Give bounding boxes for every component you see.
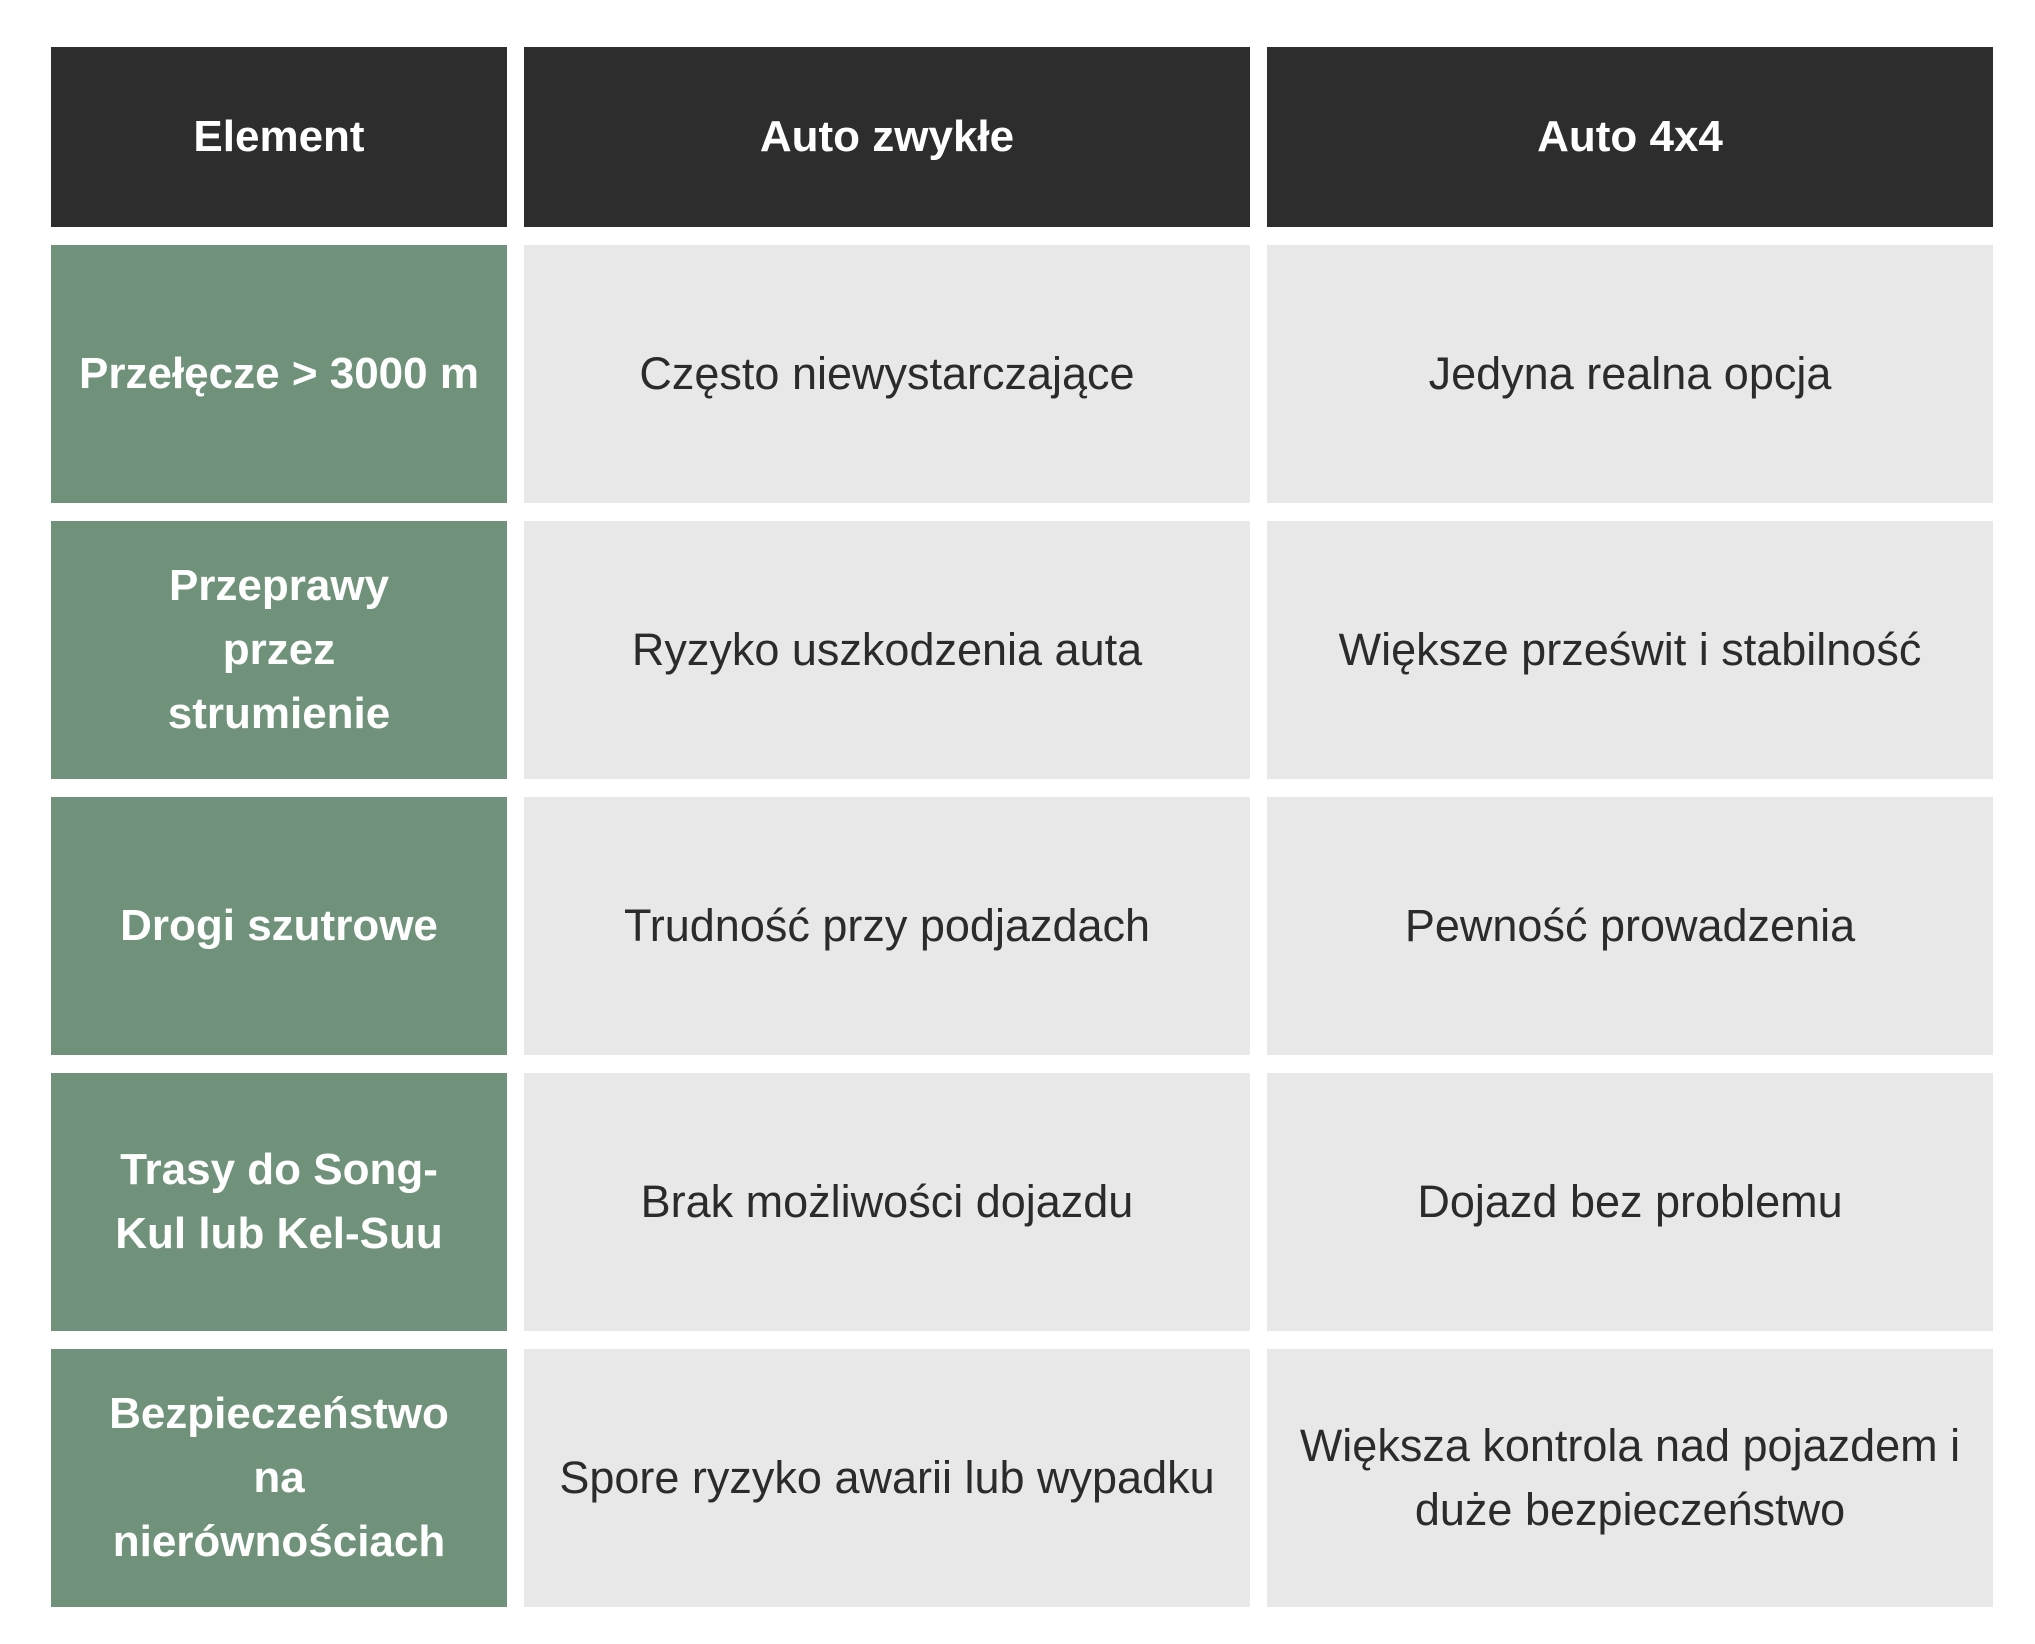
cell-auto-zwykle: Ryzyko uszkodzenia auta: [524, 521, 1250, 779]
row-label: Przeprawy przez strumienie: [51, 521, 507, 779]
cell-auto-zwykle: Brak możliwości dojazdu: [524, 1073, 1250, 1331]
cell-auto-4x4: Dojazd bez problemu: [1267, 1073, 1993, 1331]
cell-auto-zwykle: Trudność przy podjazdach: [524, 797, 1250, 1055]
row-label: Trasy do Song-Kul lub Kel-Suu: [51, 1073, 507, 1331]
header-element: Element: [51, 47, 507, 227]
cell-auto-zwykle: Często niewystarczające: [524, 245, 1250, 503]
row-label: Przełęcze > 3000 m: [51, 245, 507, 503]
row-label: Bezpieczeństwo na nierównościach: [51, 1349, 507, 1607]
header-auto-zwykle: Auto zwykłe: [524, 47, 1250, 227]
comparison-table: [51, 47, 1993, 1607]
cell-auto-4x4: Pewność prowadzenia: [1267, 797, 1993, 1055]
row-label: Drogi szutrowe: [51, 797, 507, 1055]
cell-auto-4x4: Jedyna realna opcja: [1267, 245, 1993, 503]
cell-auto-zwykle: Spore ryzyko awarii lub wypadku: [524, 1349, 1250, 1607]
cell-auto-4x4: Większe prześwit i stabilność: [1267, 521, 1993, 779]
header-auto-4x4: Auto 4x4: [1267, 47, 1993, 227]
cell-auto-4x4: Większa kontrola nad pojazdem i duże bezpieczeństwo: [1267, 1349, 1993, 1607]
